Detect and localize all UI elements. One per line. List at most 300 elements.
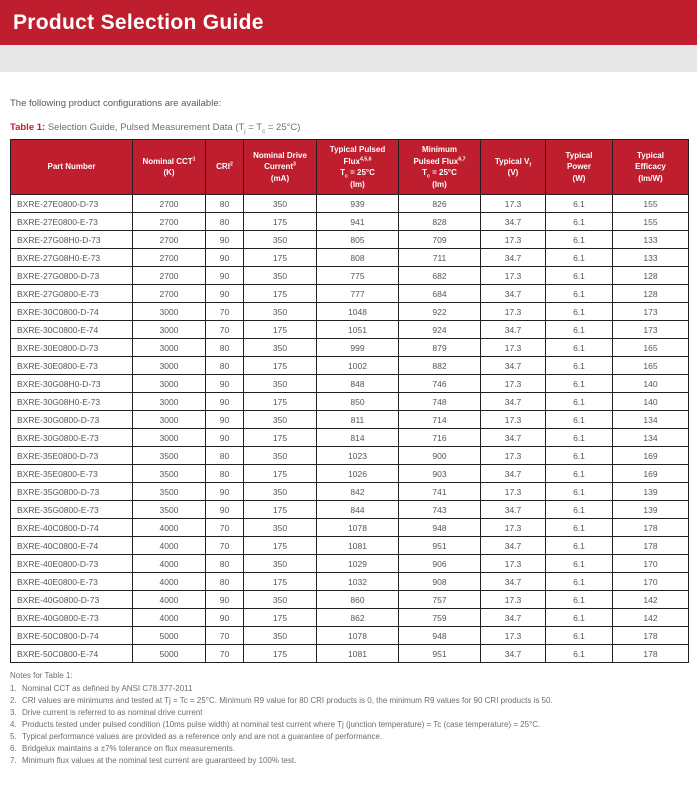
intro-text: The following product configurations are available: [10,98,222,109]
table-row [11,321,689,339]
page-content [0,98,697,767]
value-cell: 170 [613,555,689,573]
table-row [11,303,689,321]
value-cell: 34.7 [481,357,546,375]
value-cell: 1026 [317,465,399,483]
note-item [10,683,687,695]
value-cell: 1029 [317,555,399,573]
note-number: 1. [10,684,17,694]
value-cell: 1023 [317,447,399,465]
value-cell: 70 [206,303,244,321]
value-cell: 842 [317,483,399,501]
value-cell: 80 [206,555,244,573]
part-number-cell: BXRE-27G08H0-E-73 [11,249,133,267]
value-cell: 951 [399,537,481,555]
note-number: 6. [10,744,17,754]
value-cell: 165 [613,339,689,357]
part-number-cell: BXRE-40G0800-D-73 [11,591,133,609]
value-cell: 155 [613,213,689,231]
value-cell: 34.7 [481,393,546,411]
value-cell: 716 [399,429,481,447]
value-cell: 350 [244,339,317,357]
value-cell: 350 [244,519,317,537]
table-row [11,483,689,501]
value-cell: 6.1 [546,411,613,429]
value-cell: 34.7 [481,573,546,591]
value-cell: 70 [206,645,244,663]
value-cell: 90 [206,267,244,285]
page-title: Product Selection Guide [13,10,264,34]
value-cell: 6.1 [546,195,613,213]
value-cell: 70 [206,519,244,537]
value-cell: 350 [244,303,317,321]
value-cell: 155 [613,195,689,213]
value-cell: 1081 [317,645,399,663]
value-cell: 70 [206,537,244,555]
value-cell: 17.3 [481,591,546,609]
column-header: Typical $V_f$ (V) [481,140,546,195]
value-cell: 6.1 [546,645,613,663]
value-cell: 134 [613,411,689,429]
value-cell: 879 [399,339,481,357]
table-row [11,411,689,429]
value-cell: 4000 [133,591,206,609]
value-cell: 2700 [133,195,206,213]
note-item [10,707,687,719]
value-cell: 3000 [133,339,206,357]
value-cell: 951 [399,645,481,663]
value-cell: 175 [244,537,317,555]
value-cell: 6.1 [546,339,613,357]
note-item [10,731,687,743]
value-cell: 775 [317,267,399,285]
part-number-cell: BXRE-35E0800-D-73 [11,447,133,465]
value-cell: 4000 [133,573,206,591]
part-number-cell: BXRE-30C0800-E-74 [11,321,133,339]
value-cell: 903 [399,465,481,483]
table-row [11,339,689,357]
value-cell: 139 [613,501,689,519]
value-cell: 848 [317,375,399,393]
note-item [10,743,687,755]
value-cell: 17.3 [481,339,546,357]
value-cell: 850 [317,393,399,411]
value-cell: 6.1 [546,591,613,609]
value-cell: 862 [317,609,399,627]
value-cell: 175 [244,645,317,663]
value-cell: 811 [317,411,399,429]
value-cell: 80 [206,357,244,375]
value-cell: 1051 [317,321,399,339]
table-caption-label: Table 1: [10,122,46,133]
value-cell: 6.1 [546,213,613,231]
value-cell: 6.1 [546,357,613,375]
table-row [11,429,689,447]
note-text: Minimum flux values at the nominal test current are guaranteed by 100% test. [22,756,297,766]
value-cell: 175 [244,393,317,411]
value-cell: 826 [399,195,481,213]
value-cell: 34.7 [481,501,546,519]
part-number-cell: BXRE-40C0800-D-74 [11,519,133,537]
value-cell: 3000 [133,411,206,429]
value-cell: 350 [244,231,317,249]
part-number-cell: BXRE-27E0800-E-73 [11,213,133,231]
value-cell: 2700 [133,231,206,249]
value-cell: 948 [399,519,481,537]
value-cell: 1048 [317,303,399,321]
value-cell: 4000 [133,555,206,573]
value-cell: 999 [317,339,399,357]
notes-list [10,683,687,767]
value-cell: 6.1 [546,573,613,591]
value-cell: 34.7 [481,321,546,339]
value-cell: 1078 [317,519,399,537]
value-cell: 746 [399,375,481,393]
value-cell: 90 [206,393,244,411]
value-cell: 828 [399,213,481,231]
value-cell: 34.7 [481,285,546,303]
value-cell: 350 [244,195,317,213]
table-row [11,591,689,609]
table-row [11,393,689,411]
value-cell: 805 [317,231,399,249]
column-header: Nominal CCT$^1$ (K) [133,140,206,195]
value-cell: 3500 [133,447,206,465]
value-cell: 350 [244,591,317,609]
value-cell: 748 [399,393,481,411]
column-header: Part Number [11,140,133,195]
page-banner [0,0,697,45]
value-cell: 6.1 [546,465,613,483]
note-text: Nominal CCT as defined by ANSI C78.377-2011 [22,684,193,694]
value-cell: 128 [613,285,689,303]
value-cell: 711 [399,249,481,267]
part-number-cell: BXRE-40G0800-E-73 [11,609,133,627]
value-cell: 3000 [133,393,206,411]
value-cell: 165 [613,357,689,375]
table-row [11,357,689,375]
note-number: 5. [10,732,17,742]
value-cell: 4000 [133,537,206,555]
table-row [11,375,689,393]
value-cell: 3500 [133,465,206,483]
value-cell: 170 [613,573,689,591]
value-cell: 90 [206,591,244,609]
value-cell: 948 [399,627,481,645]
value-cell: 17.3 [481,411,546,429]
value-cell: 80 [206,465,244,483]
table-row [11,195,689,213]
value-cell: 844 [317,501,399,519]
part-number-cell: BXRE-50C0800-D-74 [11,627,133,645]
value-cell: 6.1 [546,321,613,339]
value-cell: 34.7 [481,429,546,447]
value-cell: 175 [244,573,317,591]
column-header: Typical Efficacy (lm/W) [613,140,689,195]
value-cell: 777 [317,285,399,303]
column-header: CRI$^2$ [206,140,244,195]
value-cell: 70 [206,627,244,645]
value-cell: 3000 [133,303,206,321]
column-header: Typical Power (W) [546,140,613,195]
value-cell: 3500 [133,501,206,519]
value-cell: 175 [244,501,317,519]
value-cell: 90 [206,429,244,447]
value-cell: 90 [206,285,244,303]
value-cell: 133 [613,249,689,267]
value-cell: 350 [244,627,317,645]
table-row [11,573,689,591]
value-cell: 1078 [317,627,399,645]
table-row [11,213,689,231]
value-cell: 4000 [133,519,206,537]
note-text: Products tested under pulsed condition (10ms pulse width) at nominal test current where Tj (junction temperature) = Tc (case temperature) = 25°C. [22,720,541,730]
table-row [11,249,689,267]
table-row [11,285,689,303]
part-number-cell: BXRE-27G0800-E-73 [11,285,133,303]
value-cell: 6.1 [546,483,613,501]
value-cell: 1081 [317,537,399,555]
notes-section [10,670,687,767]
value-cell: 714 [399,411,481,429]
table-row [11,267,689,285]
value-cell: 6.1 [546,627,613,645]
value-cell: 34.7 [481,465,546,483]
note-text: CRI values are minimums and tested at Tj = Tc = 25°C. Minimum R9 value for 80 CRI products is 0, the minimum R9 values for 90 CRI products is 50. [22,696,553,706]
value-cell: 1032 [317,573,399,591]
value-cell: 140 [613,375,689,393]
value-cell: 6.1 [546,429,613,447]
value-cell: 682 [399,267,481,285]
value-cell: 90 [206,231,244,249]
value-cell: 860 [317,591,399,609]
value-cell: 90 [206,249,244,267]
value-cell: 924 [399,321,481,339]
part-number-cell: BXRE-30E0800-E-73 [11,357,133,375]
value-cell: 175 [244,285,317,303]
value-cell: 3000 [133,375,206,393]
value-cell: 175 [244,429,317,447]
notes-title: Notes for Table 1: [10,671,73,681]
value-cell: 169 [613,447,689,465]
value-cell: 173 [613,303,689,321]
value-cell: 6.1 [546,501,613,519]
value-cell: 5000 [133,645,206,663]
value-cell: 17.3 [481,303,546,321]
value-cell: 2700 [133,213,206,231]
value-cell: 17.3 [481,375,546,393]
value-cell: 908 [399,573,481,591]
value-cell: 128 [613,267,689,285]
value-cell: 808 [317,249,399,267]
note-number: 7. [10,756,17,766]
value-cell: 4000 [133,609,206,627]
value-cell: 350 [244,447,317,465]
value-cell: 17.3 [481,195,546,213]
value-cell: 906 [399,555,481,573]
note-item [10,719,687,731]
table-caption-text: Selection Guide, Pulsed Measurement Data $(T_j = T_c = 25^\circ C)$ [45,122,301,135]
part-number-cell: BXRE-30G0800-E-73 [11,429,133,447]
value-cell: 922 [399,303,481,321]
value-cell: 741 [399,483,481,501]
column-header: Typical Pulsed Flux$^{4,5,6}$ $T_c = 25^\circ C$ (lm) [317,140,399,195]
value-cell: 350 [244,375,317,393]
value-cell: 178 [613,627,689,645]
value-cell: 2700 [133,285,206,303]
value-cell: 6.1 [546,375,613,393]
value-cell: 743 [399,501,481,519]
note-text: Typical performance values are provided as a reference only and are not a guarantee of performance. [22,732,383,742]
value-cell: 3500 [133,483,206,501]
value-cell: 90 [206,609,244,627]
value-cell: 900 [399,447,481,465]
column-header: Nominal Drive Current$^3$ (mA) [244,140,317,195]
part-number-cell: BXRE-40C0800-E-74 [11,537,133,555]
note-item [10,695,687,707]
value-cell: 17.3 [481,447,546,465]
value-cell: 17.3 [481,231,546,249]
part-number-cell: BXRE-50C0800-E-74 [11,645,133,663]
value-cell: 6.1 [546,393,613,411]
table-row [11,609,689,627]
table-row [11,501,689,519]
note-number: 3. [10,708,17,718]
value-cell: 34.7 [481,609,546,627]
value-cell: 6.1 [546,537,613,555]
part-number-cell: BXRE-35E0800-E-73 [11,465,133,483]
value-cell: 175 [244,321,317,339]
note-text: Bridgelux maintains a ±7% tolerance on flux measurements. [22,744,235,754]
value-cell: 34.7 [481,249,546,267]
value-cell: 178 [613,537,689,555]
part-number-cell: BXRE-40E0800-E-73 [11,573,133,591]
part-number-cell: BXRE-27G08H0-D-73 [11,231,133,249]
value-cell: 178 [613,645,689,663]
part-number-cell: BXRE-27G0800-D-73 [11,267,133,285]
table-row [11,555,689,573]
value-cell: 6.1 [546,519,613,537]
value-cell: 17.3 [481,483,546,501]
value-cell: 80 [206,447,244,465]
column-header: Minimum Pulsed Flux$^{6,7}$ $T_c = 25^\circ C$ (lm) [399,140,481,195]
table-row [11,627,689,645]
part-number-cell: BXRE-30E0800-D-73 [11,339,133,357]
part-number-cell: BXRE-35G0800-E-73 [11,501,133,519]
value-cell: 175 [244,249,317,267]
part-number-cell: BXRE-35G0800-D-73 [11,483,133,501]
value-cell: 6.1 [546,447,613,465]
part-number-cell: BXRE-40E0800-D-73 [11,555,133,573]
value-cell: 3000 [133,357,206,375]
value-cell: 6.1 [546,231,613,249]
banner-divider-strip [0,45,697,72]
table-row [11,465,689,483]
value-cell: 941 [317,213,399,231]
value-cell: 175 [244,213,317,231]
part-number-cell: BXRE-27E0800-D-73 [11,195,133,213]
value-cell: 5000 [133,627,206,645]
value-cell: 6.1 [546,609,613,627]
value-cell: 882 [399,357,481,375]
value-cell: 175 [244,465,317,483]
value-cell: 80 [206,339,244,357]
table-row [11,537,689,555]
note-item [10,755,687,767]
value-cell: 17.3 [481,627,546,645]
value-cell: 90 [206,483,244,501]
value-cell: 80 [206,213,244,231]
value-cell: 684 [399,285,481,303]
value-cell: 939 [317,195,399,213]
value-cell: 709 [399,231,481,249]
value-cell: 17.3 [481,267,546,285]
value-cell: 2700 [133,267,206,285]
value-cell: 90 [206,501,244,519]
table-row [11,645,689,663]
value-cell: 3000 [133,429,206,447]
value-cell: 757 [399,591,481,609]
value-cell: 6.1 [546,267,613,285]
value-cell: 90 [206,375,244,393]
value-cell: 350 [244,555,317,573]
value-cell: 134 [613,429,689,447]
value-cell: 175 [244,609,317,627]
value-cell: 169 [613,465,689,483]
note-number: 2. [10,696,17,706]
header-row [11,140,689,195]
value-cell: 17.3 [481,555,546,573]
value-cell: 1002 [317,357,399,375]
table-row [11,519,689,537]
value-cell: 350 [244,267,317,285]
table-caption [10,122,687,133]
note-text: Drive current is referred to as nominal drive current [22,708,203,718]
value-cell: 6.1 [546,285,613,303]
selection-table [10,139,689,663]
value-cell: 140 [613,393,689,411]
value-cell: 6.1 [546,555,613,573]
value-cell: 80 [206,573,244,591]
value-cell: 133 [613,231,689,249]
value-cell: 34.7 [481,645,546,663]
value-cell: 70 [206,321,244,339]
value-cell: 178 [613,519,689,537]
part-number-cell: BXRE-30G08H0-D-73 [11,375,133,393]
value-cell: 34.7 [481,213,546,231]
value-cell: 175 [244,357,317,375]
value-cell: 173 [613,321,689,339]
note-number: 4. [10,720,17,730]
value-cell: 6.1 [546,303,613,321]
value-cell: 350 [244,483,317,501]
value-cell: 17.3 [481,519,546,537]
value-cell: 2700 [133,249,206,267]
value-cell: 6.1 [546,249,613,267]
part-number-cell: BXRE-30G08H0-E-73 [11,393,133,411]
part-number-cell: BXRE-30G0800-D-73 [11,411,133,429]
part-number-cell: BXRE-30C0800-D-74 [11,303,133,321]
table-row [11,447,689,465]
value-cell: 34.7 [481,537,546,555]
value-cell: 80 [206,195,244,213]
table-row [11,231,689,249]
value-cell: 142 [613,591,689,609]
value-cell: 3000 [133,321,206,339]
value-cell: 350 [244,411,317,429]
value-cell: 139 [613,483,689,501]
value-cell: 814 [317,429,399,447]
